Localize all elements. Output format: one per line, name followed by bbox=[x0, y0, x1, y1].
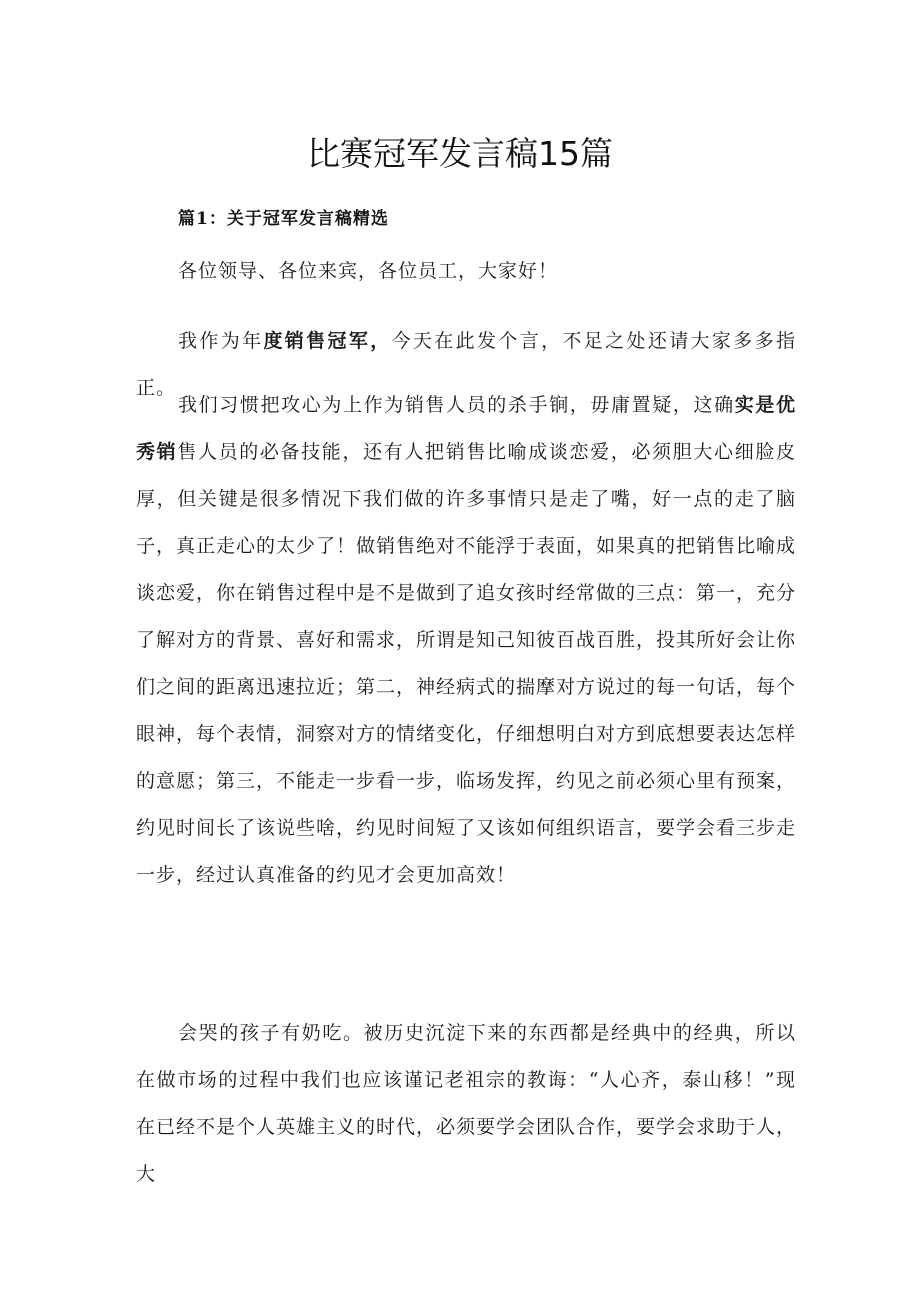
paragraph-intro-text-c: 今天在此发个言，不足之处还请大家多多指正。 bbox=[136, 330, 796, 399]
paragraph-sales-bold: 实是优秀销 bbox=[136, 394, 796, 463]
paragraph-sales-skills bbox=[136, 382, 796, 899]
paragraph-greeting: 各位领导、各位来宾，各位员工，大家好！ bbox=[178, 260, 559, 282]
paragraph-sales-text-c: 售人员的必备技能，还有人把销售比喻成谈恋爱，必须胆大心细脸皮厚，但关键是很多情况下我们做的许多事情只是走了嘴，好一点的走了脑子，真正走心的太少了！做销售绝对不能浮于表面，如果真的把销售比喻成谈恋爱，你在销售过程中是不是做到了追女孩时经常做的三点：第一，充分了解对方的背景、喜好和需求，所谓是知己知彼百战百胜，投其所好会让你们之间的距离迅速拉近；第二，神经病式的揣摩对方说过的每一句话，每个眼神，每个表情，洞察对方的情绪变化，仔细想明白对方到底想要表达怎样的意愿；第三，不能走一步看一步，临场发挥，约见之前必须心里有预案，约见时间长了该说些啥，约见时间短了又该如何组织语言，要学会看三步走一步，经过认真准备的约见才会更加高效！ bbox=[136, 441, 797, 886]
paragraph-sales-text-a: 我们习惯把攻心为上作为销售人员的杀手锏，毋庸置疑，这确 bbox=[178, 394, 735, 416]
section-heading: 篇1：关于冠军发言稿精选 bbox=[178, 209, 389, 229]
document-title: 比赛冠军发言稿15篇 bbox=[307, 134, 613, 173]
paragraph-intro-text-a: 我作为年 bbox=[178, 330, 264, 352]
paragraph-teamwork: 会哭的孩子有奶吃。被历史沉淀下来的东西都是经典中的经典，所以在做市场的过程中我们也应该谨记老祖宗的教诲：“人心齐，泰山移！”现在已经不是个人英雄主义的时代，必须要学会团队合作，要学会求助于人，大 bbox=[136, 1022, 797, 1185]
paragraph-intro-bold: 度销售冠军， bbox=[263, 330, 392, 352]
